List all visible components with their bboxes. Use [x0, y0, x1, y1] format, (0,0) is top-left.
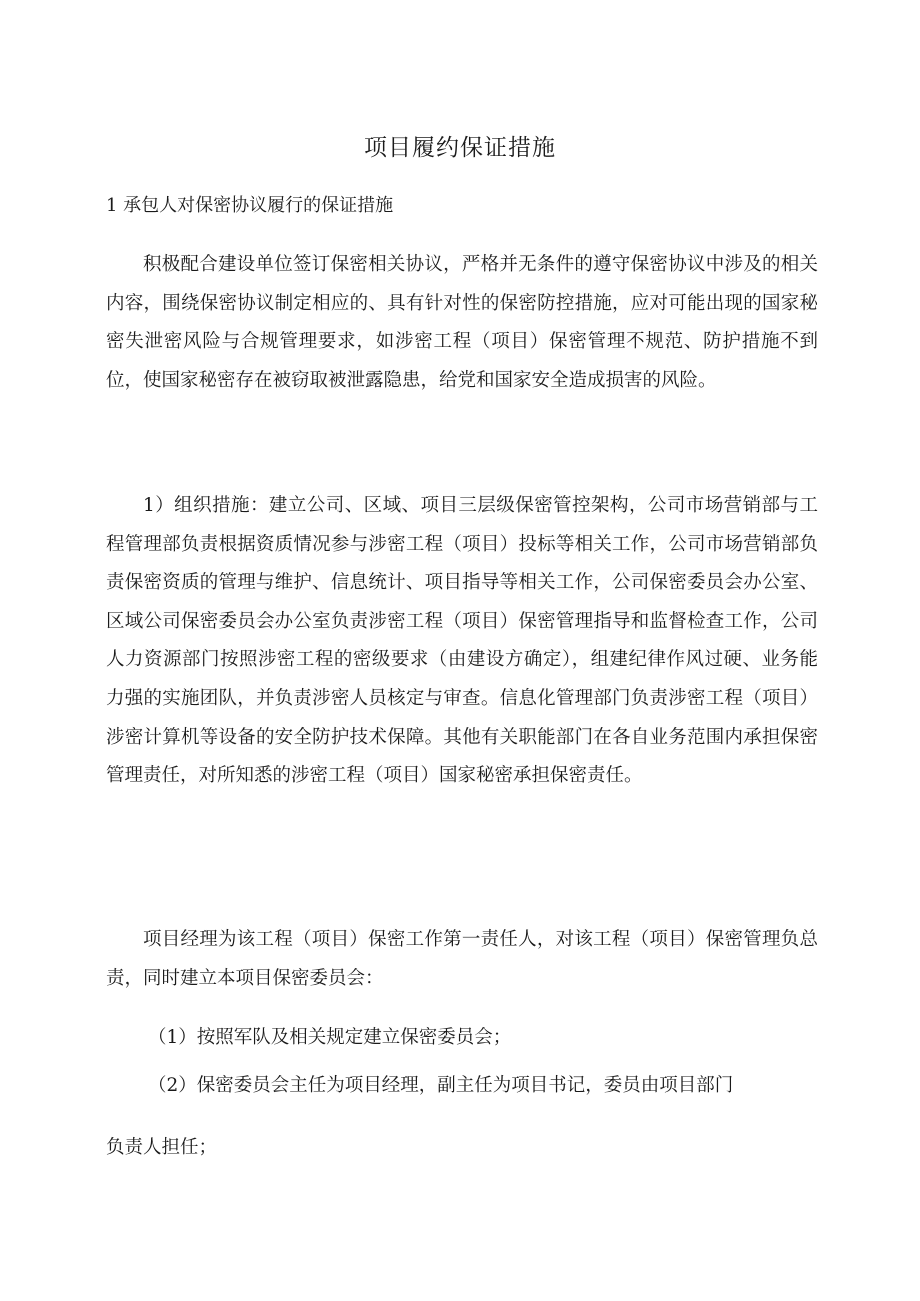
section-heading: 1 承包人对保密协议履行的保证措施 — [106, 195, 394, 216]
paragraph-organization-measures: 1）组织措施：建立公司、区域、项目三层级保密管控架构，公司市场营销部与工程管理部负责根据资质情况参与涉密工程（项目）投标等相关工作，公司市场营销部负责保密资质的管理与维护、信息统计、项目指导等相关工作，公司保密委员会办公室、区域公司保密委员会办公室负责涉密工程（项目）保密管理指导和监督检查工作，公司人力资源部门按照涉密工程的密级要求（由建设方确定），组建纪律作风过硬、业务能力强的实施团队，并负责涉密人员核定与审查。信息化管理部门负责涉密工程（项目）涉密计算机等设备的安全防护技术保障。其他有关职能部门在各自业务范围内承担保密管理责任，对所知悉的涉密工程（项目）国家秘密承担保密责任。 — [106, 495, 818, 787]
paragraph-intro: 积极配合建设单位签订保密相关协议，严格并无条件的遵守保密协议中涉及的相关内容，围绕保密协议制定相应的、具有针对性的保密防控措施，应对可能出现的国家秘密失泄密风险与合规管理要求，如涉密工程（项目）保密管理不规范、防护措施不到位，使国家秘密存在被窃取被泄露隐患，给党和国家安全造成损害的风险。 — [106, 254, 818, 391]
list-item: （1）按照军队及相关规定建立保密委员会； — [148, 1027, 512, 1048]
paragraph-project-manager: 项目经理为该工程（项目）保密工作第一责任人，对该工程（项目）保密管理负总责，同时建立本项目保密委员会： — [106, 929, 818, 989]
list-item-continuation: 负责人担任； — [106, 1137, 218, 1158]
document-title: 项目履约保证措施 — [364, 135, 556, 161]
list-item: （2）保密委员会主任为项目经理，副主任为项目书记，委员由项目部门 — [148, 1075, 734, 1096]
